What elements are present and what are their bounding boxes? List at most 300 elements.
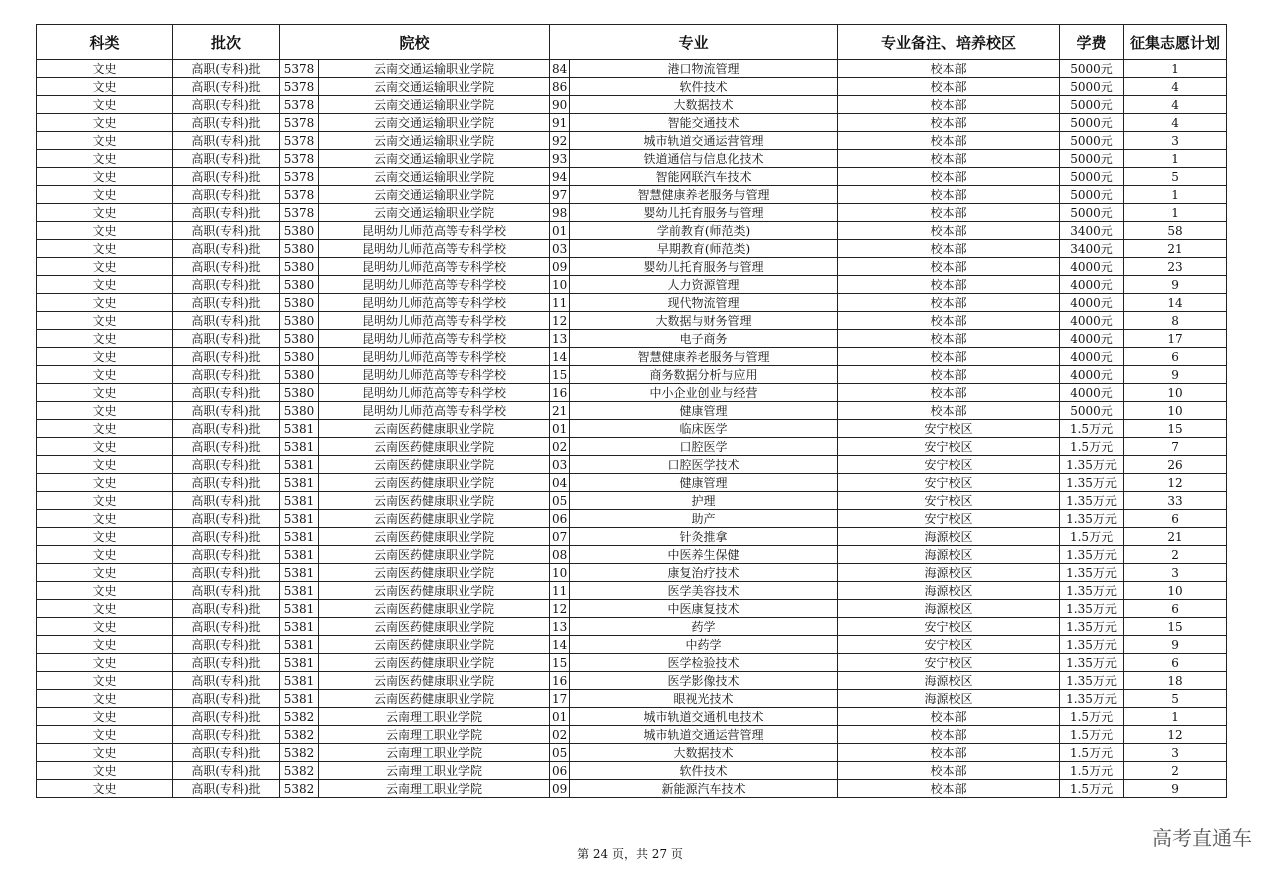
cell-fee: 1.35万元 bbox=[1060, 546, 1124, 564]
cell-major-name: 医学美容技术 bbox=[570, 582, 838, 600]
cell-fee: 1.35万元 bbox=[1060, 456, 1124, 474]
cell-school-name: 云南医药健康职业学院 bbox=[319, 528, 550, 546]
cell-major-name: 软件技术 bbox=[570, 78, 838, 96]
cell-school-code: 5380 bbox=[280, 384, 319, 402]
cell-category: 文史 bbox=[37, 780, 173, 798]
table-header bbox=[37, 25, 1227, 60]
cell-school-name: 云南理工职业学院 bbox=[319, 780, 550, 798]
cell-fee: 1.35万元 bbox=[1060, 582, 1124, 600]
cell-school-code: 5378 bbox=[280, 150, 319, 168]
cell-school-code: 5378 bbox=[280, 60, 319, 78]
cell-school-code: 5381 bbox=[280, 438, 319, 456]
cell-category: 文史 bbox=[37, 204, 173, 222]
cell-category: 文史 bbox=[37, 294, 173, 312]
cell-school-code: 5378 bbox=[280, 186, 319, 204]
cell-plan: 8 bbox=[1124, 312, 1227, 330]
cell-school-name: 云南医药健康职业学院 bbox=[319, 618, 550, 636]
cell-fee: 1.35万元 bbox=[1060, 618, 1124, 636]
cell-fee: 1.35万元 bbox=[1060, 564, 1124, 582]
cell-major-code: 06 bbox=[550, 762, 570, 780]
cell-school-code: 5380 bbox=[280, 348, 319, 366]
cell-category: 文史 bbox=[37, 420, 173, 438]
cell-plan: 4 bbox=[1124, 114, 1227, 132]
table-row bbox=[37, 474, 1227, 492]
cell-major-code: 15 bbox=[550, 366, 570, 384]
cell-note: 安宁校区 bbox=[838, 474, 1060, 492]
cell-school-code: 5381 bbox=[280, 672, 319, 690]
cell-category: 文史 bbox=[37, 618, 173, 636]
cell-major-name: 大数据技术 bbox=[570, 96, 838, 114]
table-row bbox=[37, 420, 1227, 438]
cell-school-name: 昆明幼儿师范高等专科学校 bbox=[319, 258, 550, 276]
cell-note: 校本部 bbox=[838, 726, 1060, 744]
cell-fee: 5000元 bbox=[1060, 402, 1124, 420]
table-row bbox=[37, 528, 1227, 546]
cell-batch: 高职(专科)批 bbox=[173, 114, 280, 132]
cell-school-name: 云南医药健康职业学院 bbox=[319, 564, 550, 582]
cell-school-name: 云南医药健康职业学院 bbox=[319, 654, 550, 672]
cell-fee: 5000元 bbox=[1060, 150, 1124, 168]
cell-batch: 高职(专科)批 bbox=[173, 600, 280, 618]
cell-major-name: 医学检验技术 bbox=[570, 654, 838, 672]
cell-batch: 高职(专科)批 bbox=[173, 366, 280, 384]
cell-major-name: 健康管理 bbox=[570, 474, 838, 492]
cell-note: 校本部 bbox=[838, 384, 1060, 402]
cell-fee: 1.5万元 bbox=[1060, 762, 1124, 780]
cell-note: 校本部 bbox=[838, 762, 1060, 780]
cell-batch: 高职(专科)批 bbox=[173, 60, 280, 78]
cell-batch: 高职(专科)批 bbox=[173, 546, 280, 564]
cell-note: 校本部 bbox=[838, 366, 1060, 384]
cell-note: 海源校区 bbox=[838, 690, 1060, 708]
cell-category: 文史 bbox=[37, 600, 173, 618]
cell-major-code: 86 bbox=[550, 78, 570, 96]
table-row bbox=[37, 348, 1227, 366]
cell-plan: 6 bbox=[1124, 654, 1227, 672]
cell-category: 文史 bbox=[37, 258, 173, 276]
cell-plan: 6 bbox=[1124, 600, 1227, 618]
cell-major-name: 中药学 bbox=[570, 636, 838, 654]
table-row bbox=[37, 384, 1227, 402]
cell-fee: 1.35万元 bbox=[1060, 672, 1124, 690]
cell-school-name: 云南交通运输职业学院 bbox=[319, 132, 550, 150]
cell-school-code: 5381 bbox=[280, 690, 319, 708]
cell-school-code: 5381 bbox=[280, 528, 319, 546]
table-row bbox=[37, 150, 1227, 168]
cell-batch: 高职(专科)批 bbox=[173, 312, 280, 330]
cell-fee: 1.35万元 bbox=[1060, 636, 1124, 654]
cell-major-code: 02 bbox=[550, 438, 570, 456]
cell-note: 校本部 bbox=[838, 330, 1060, 348]
cell-major-name: 城市轨道交通机电技术 bbox=[570, 708, 838, 726]
cell-school-name: 云南医药健康职业学院 bbox=[319, 420, 550, 438]
table-row bbox=[37, 582, 1227, 600]
cell-school-name: 昆明幼儿师范高等专科学校 bbox=[319, 348, 550, 366]
cell-major-code: 14 bbox=[550, 348, 570, 366]
cell-major-name: 城市轨道交通运营管理 bbox=[570, 132, 838, 150]
cell-category: 文史 bbox=[37, 510, 173, 528]
cell-batch: 高职(专科)批 bbox=[173, 744, 280, 762]
cell-fee: 5000元 bbox=[1060, 132, 1124, 150]
table-row bbox=[37, 564, 1227, 582]
cell-major-name: 中小企业创业与经营 bbox=[570, 384, 838, 402]
cell-major-code: 13 bbox=[550, 618, 570, 636]
cell-major-code: 01 bbox=[550, 420, 570, 438]
cell-major-code: 01 bbox=[550, 708, 570, 726]
cell-batch: 高职(专科)批 bbox=[173, 330, 280, 348]
cell-school-code: 5381 bbox=[280, 420, 319, 438]
cell-school-code: 5382 bbox=[280, 780, 319, 798]
cell-major-code: 84 bbox=[550, 60, 570, 78]
cell-fee: 5000元 bbox=[1060, 78, 1124, 96]
cell-school-name: 云南理工职业学院 bbox=[319, 744, 550, 762]
cell-category: 文史 bbox=[37, 546, 173, 564]
cell-plan: 23 bbox=[1124, 258, 1227, 276]
cell-fee: 1.35万元 bbox=[1060, 690, 1124, 708]
cell-school-name: 昆明幼儿师范高等专科学校 bbox=[319, 276, 550, 294]
cell-plan: 1 bbox=[1124, 204, 1227, 222]
cell-category: 文史 bbox=[37, 276, 173, 294]
cell-school-code: 5380 bbox=[280, 258, 319, 276]
cell-plan: 12 bbox=[1124, 474, 1227, 492]
cell-major-code: 11 bbox=[550, 582, 570, 600]
cell-plan: 6 bbox=[1124, 348, 1227, 366]
cell-major-name: 口腔医学技术 bbox=[570, 456, 838, 474]
cell-plan: 1 bbox=[1124, 60, 1227, 78]
watermark: 高考直通车 bbox=[1152, 826, 1252, 850]
cell-batch: 高职(专科)批 bbox=[173, 384, 280, 402]
cell-major-code: 11 bbox=[550, 294, 570, 312]
table-row bbox=[37, 780, 1227, 798]
table-row bbox=[37, 276, 1227, 294]
cell-batch: 高职(专科)批 bbox=[173, 618, 280, 636]
cell-plan: 1 bbox=[1124, 150, 1227, 168]
cell-category: 文史 bbox=[37, 222, 173, 240]
table-row bbox=[37, 168, 1227, 186]
header-major: 专业 bbox=[550, 25, 838, 60]
cell-category: 文史 bbox=[37, 132, 173, 150]
table-row bbox=[37, 312, 1227, 330]
table-row bbox=[37, 690, 1227, 708]
cell-major-code: 09 bbox=[550, 780, 570, 798]
cell-batch: 高职(专科)批 bbox=[173, 420, 280, 438]
cell-school-code: 5381 bbox=[280, 564, 319, 582]
cell-batch: 高职(专科)批 bbox=[173, 294, 280, 312]
cell-note: 安宁校区 bbox=[838, 618, 1060, 636]
cell-major-name: 大数据技术 bbox=[570, 744, 838, 762]
cell-major-code: 98 bbox=[550, 204, 570, 222]
cell-school-code: 5378 bbox=[280, 168, 319, 186]
cell-category: 文史 bbox=[37, 384, 173, 402]
cell-plan: 15 bbox=[1124, 618, 1227, 636]
cell-school-name: 云南医药健康职业学院 bbox=[319, 492, 550, 510]
cell-plan: 3 bbox=[1124, 564, 1227, 582]
cell-major-name: 港口物流管理 bbox=[570, 60, 838, 78]
cell-school-name: 云南医药健康职业学院 bbox=[319, 636, 550, 654]
cell-school-code: 5381 bbox=[280, 456, 319, 474]
cell-category: 文史 bbox=[37, 78, 173, 96]
table-row bbox=[37, 294, 1227, 312]
cell-major-name: 临床医学 bbox=[570, 420, 838, 438]
cell-major-name: 智慧健康养老服务与管理 bbox=[570, 348, 838, 366]
cell-batch: 高职(专科)批 bbox=[173, 222, 280, 240]
table-row bbox=[37, 222, 1227, 240]
cell-major-name: 铁道通信与信息化技术 bbox=[570, 150, 838, 168]
cell-major-code: 21 bbox=[550, 402, 570, 420]
cell-batch: 高职(专科)批 bbox=[173, 348, 280, 366]
table-row bbox=[37, 618, 1227, 636]
cell-note: 校本部 bbox=[838, 150, 1060, 168]
cell-school-code: 5378 bbox=[280, 96, 319, 114]
cell-note: 安宁校区 bbox=[838, 420, 1060, 438]
cell-batch: 高职(专科)批 bbox=[173, 168, 280, 186]
cell-category: 文史 bbox=[37, 312, 173, 330]
cell-category: 文史 bbox=[37, 60, 173, 78]
table-row bbox=[37, 762, 1227, 780]
cell-fee: 1.35万元 bbox=[1060, 510, 1124, 528]
cell-school-code: 5382 bbox=[280, 762, 319, 780]
cell-fee: 1.5万元 bbox=[1060, 780, 1124, 798]
cell-plan: 7 bbox=[1124, 438, 1227, 456]
cell-school-name: 云南医药健康职业学院 bbox=[319, 510, 550, 528]
cell-major-name: 康复治疗技术 bbox=[570, 564, 838, 582]
table-row bbox=[37, 654, 1227, 672]
cell-batch: 高职(专科)批 bbox=[173, 708, 280, 726]
table-row bbox=[37, 438, 1227, 456]
cell-note: 安宁校区 bbox=[838, 654, 1060, 672]
cell-school-code: 5381 bbox=[280, 474, 319, 492]
cell-note: 校本部 bbox=[838, 60, 1060, 78]
cell-school-name: 云南医药健康职业学院 bbox=[319, 546, 550, 564]
table-row bbox=[37, 546, 1227, 564]
cell-major-name: 针灸推拿 bbox=[570, 528, 838, 546]
cell-major-code: 03 bbox=[550, 240, 570, 258]
cell-category: 文史 bbox=[37, 708, 173, 726]
cell-fee: 1.35万元 bbox=[1060, 474, 1124, 492]
cell-note: 海源校区 bbox=[838, 672, 1060, 690]
cell-plan: 6 bbox=[1124, 510, 1227, 528]
cell-major-name: 现代物流管理 bbox=[570, 294, 838, 312]
cell-fee: 1.35万元 bbox=[1060, 600, 1124, 618]
cell-major-code: 01 bbox=[550, 222, 570, 240]
cell-school-name: 云南医药健康职业学院 bbox=[319, 582, 550, 600]
cell-plan: 1 bbox=[1124, 186, 1227, 204]
cell-category: 文史 bbox=[37, 726, 173, 744]
cell-plan: 10 bbox=[1124, 582, 1227, 600]
header-school: 院校 bbox=[280, 25, 550, 60]
cell-category: 文史 bbox=[37, 348, 173, 366]
cell-major-name: 药学 bbox=[570, 618, 838, 636]
cell-note: 海源校区 bbox=[838, 546, 1060, 564]
cell-major-name: 城市轨道交通运营管理 bbox=[570, 726, 838, 744]
cell-major-name: 智慧健康养老服务与管理 bbox=[570, 186, 838, 204]
table-row bbox=[37, 204, 1227, 222]
cell-school-code: 5380 bbox=[280, 240, 319, 258]
cell-batch: 高职(专科)批 bbox=[173, 258, 280, 276]
cell-batch: 高职(专科)批 bbox=[173, 672, 280, 690]
cell-note: 海源校区 bbox=[838, 564, 1060, 582]
cell-school-code: 5382 bbox=[280, 744, 319, 762]
cell-batch: 高职(专科)批 bbox=[173, 240, 280, 258]
cell-fee: 4000元 bbox=[1060, 276, 1124, 294]
table-row bbox=[37, 708, 1227, 726]
cell-major-name: 电子商务 bbox=[570, 330, 838, 348]
cell-fee: 4000元 bbox=[1060, 366, 1124, 384]
cell-category: 文史 bbox=[37, 114, 173, 132]
cell-note: 校本部 bbox=[838, 276, 1060, 294]
cell-fee: 1.35万元 bbox=[1060, 654, 1124, 672]
cell-note: 海源校区 bbox=[838, 600, 1060, 618]
cell-school-code: 5378 bbox=[280, 132, 319, 150]
cell-category: 文史 bbox=[37, 492, 173, 510]
header-fee: 学费 bbox=[1060, 25, 1124, 60]
table-row bbox=[37, 114, 1227, 132]
table-row bbox=[37, 600, 1227, 618]
cell-batch: 高职(专科)批 bbox=[173, 510, 280, 528]
cell-fee: 4000元 bbox=[1060, 330, 1124, 348]
cell-category: 文史 bbox=[37, 150, 173, 168]
cell-major-code: 06 bbox=[550, 510, 570, 528]
cell-major-name: 助产 bbox=[570, 510, 838, 528]
cell-major-code: 10 bbox=[550, 564, 570, 582]
cell-school-name: 云南医药健康职业学院 bbox=[319, 438, 550, 456]
cell-school-name: 昆明幼儿师范高等专科学校 bbox=[319, 312, 550, 330]
cell-batch: 高职(专科)批 bbox=[173, 78, 280, 96]
cell-school-code: 5381 bbox=[280, 654, 319, 672]
cell-category: 文史 bbox=[37, 564, 173, 582]
cell-note: 海源校区 bbox=[838, 528, 1060, 546]
cell-plan: 17 bbox=[1124, 330, 1227, 348]
cell-note: 校本部 bbox=[838, 186, 1060, 204]
table-row bbox=[37, 744, 1227, 762]
cell-major-code: 08 bbox=[550, 546, 570, 564]
cell-major-name: 护理 bbox=[570, 492, 838, 510]
cell-school-name: 云南交通运输职业学院 bbox=[319, 60, 550, 78]
cell-plan: 26 bbox=[1124, 456, 1227, 474]
cell-major-name: 智能交通技术 bbox=[570, 114, 838, 132]
cell-school-code: 5378 bbox=[280, 204, 319, 222]
header-plan: 征集志愿计划 bbox=[1124, 25, 1227, 60]
cell-fee: 5000元 bbox=[1060, 60, 1124, 78]
cell-school-code: 5381 bbox=[280, 582, 319, 600]
cell-major-code: 04 bbox=[550, 474, 570, 492]
cell-major-name: 大数据与财务管理 bbox=[570, 312, 838, 330]
cell-category: 文史 bbox=[37, 240, 173, 258]
cell-school-name: 云南医药健康职业学院 bbox=[319, 456, 550, 474]
cell-note: 校本部 bbox=[838, 744, 1060, 762]
cell-batch: 高职(专科)批 bbox=[173, 726, 280, 744]
cell-note: 校本部 bbox=[838, 294, 1060, 312]
cell-plan: 12 bbox=[1124, 726, 1227, 744]
cell-major-code: 12 bbox=[550, 600, 570, 618]
cell-batch: 高职(专科)批 bbox=[173, 654, 280, 672]
cell-category: 文史 bbox=[37, 330, 173, 348]
cell-school-name: 云南交通运输职业学院 bbox=[319, 168, 550, 186]
cell-school-name: 昆明幼儿师范高等专科学校 bbox=[319, 384, 550, 402]
cell-batch: 高职(专科)批 bbox=[173, 636, 280, 654]
cell-major-name: 人力资源管理 bbox=[570, 276, 838, 294]
table-row bbox=[37, 492, 1227, 510]
cell-note: 校本部 bbox=[838, 348, 1060, 366]
cell-school-code: 5380 bbox=[280, 294, 319, 312]
cell-category: 文史 bbox=[37, 636, 173, 654]
cell-plan: 9 bbox=[1124, 780, 1227, 798]
cell-major-code: 16 bbox=[550, 384, 570, 402]
cell-major-code: 13 bbox=[550, 330, 570, 348]
cell-note: 校本部 bbox=[838, 258, 1060, 276]
cell-plan: 10 bbox=[1124, 402, 1227, 420]
table-row bbox=[37, 330, 1227, 348]
cell-note: 安宁校区 bbox=[838, 438, 1060, 456]
cell-note: 校本部 bbox=[838, 222, 1060, 240]
table-row bbox=[37, 402, 1227, 420]
cell-major-name: 智能网联汽车技术 bbox=[570, 168, 838, 186]
cell-note: 校本部 bbox=[838, 708, 1060, 726]
cell-school-code: 5380 bbox=[280, 222, 319, 240]
cell-category: 文史 bbox=[37, 762, 173, 780]
cell-category: 文史 bbox=[37, 690, 173, 708]
cell-plan: 33 bbox=[1124, 492, 1227, 510]
cell-fee: 4000元 bbox=[1060, 384, 1124, 402]
cell-school-code: 5381 bbox=[280, 636, 319, 654]
cell-batch: 高职(专科)批 bbox=[173, 528, 280, 546]
cell-batch: 高职(专科)批 bbox=[173, 474, 280, 492]
cell-school-code: 5382 bbox=[280, 708, 319, 726]
cell-plan: 58 bbox=[1124, 222, 1227, 240]
cell-note: 校本部 bbox=[838, 240, 1060, 258]
cell-school-code: 5381 bbox=[280, 546, 319, 564]
cell-fee: 5000元 bbox=[1060, 114, 1124, 132]
cell-note: 校本部 bbox=[838, 780, 1060, 798]
table-row bbox=[37, 186, 1227, 204]
cell-note: 校本部 bbox=[838, 96, 1060, 114]
cell-note: 校本部 bbox=[838, 204, 1060, 222]
cell-school-name: 昆明幼儿师范高等专科学校 bbox=[319, 294, 550, 312]
cell-fee: 3400元 bbox=[1060, 222, 1124, 240]
cell-school-code: 5380 bbox=[280, 366, 319, 384]
cell-batch: 高职(专科)批 bbox=[173, 204, 280, 222]
cell-school-name: 云南医药健康职业学院 bbox=[319, 690, 550, 708]
cell-plan: 21 bbox=[1124, 240, 1227, 258]
cell-plan: 18 bbox=[1124, 672, 1227, 690]
cell-category: 文史 bbox=[37, 366, 173, 384]
cell-major-name: 婴幼儿托育服务与管理 bbox=[570, 258, 838, 276]
cell-plan: 3 bbox=[1124, 744, 1227, 762]
cell-batch: 高职(专科)批 bbox=[173, 564, 280, 582]
cell-batch: 高职(专科)批 bbox=[173, 492, 280, 510]
admission-plan-table bbox=[36, 24, 1227, 798]
cell-batch: 高职(专科)批 bbox=[173, 690, 280, 708]
cell-batch: 高职(专科)批 bbox=[173, 132, 280, 150]
cell-batch: 高职(专科)批 bbox=[173, 582, 280, 600]
page-footer: 第 24 页，共 27 页 bbox=[577, 847, 683, 861]
cell-batch: 高职(专科)批 bbox=[173, 780, 280, 798]
cell-major-code: 94 bbox=[550, 168, 570, 186]
table-row bbox=[37, 258, 1227, 276]
cell-major-code: 97 bbox=[550, 186, 570, 204]
cell-plan: 5 bbox=[1124, 168, 1227, 186]
cell-fee: 4000元 bbox=[1060, 348, 1124, 366]
cell-note: 安宁校区 bbox=[838, 492, 1060, 510]
cell-category: 文史 bbox=[37, 168, 173, 186]
cell-school-name: 昆明幼儿师范高等专科学校 bbox=[319, 240, 550, 258]
cell-note: 校本部 bbox=[838, 312, 1060, 330]
cell-note: 安宁校区 bbox=[838, 510, 1060, 528]
cell-major-name: 口腔医学 bbox=[570, 438, 838, 456]
cell-fee: 4000元 bbox=[1060, 294, 1124, 312]
cell-school-name: 云南交通运输职业学院 bbox=[319, 78, 550, 96]
cell-category: 文史 bbox=[37, 672, 173, 690]
